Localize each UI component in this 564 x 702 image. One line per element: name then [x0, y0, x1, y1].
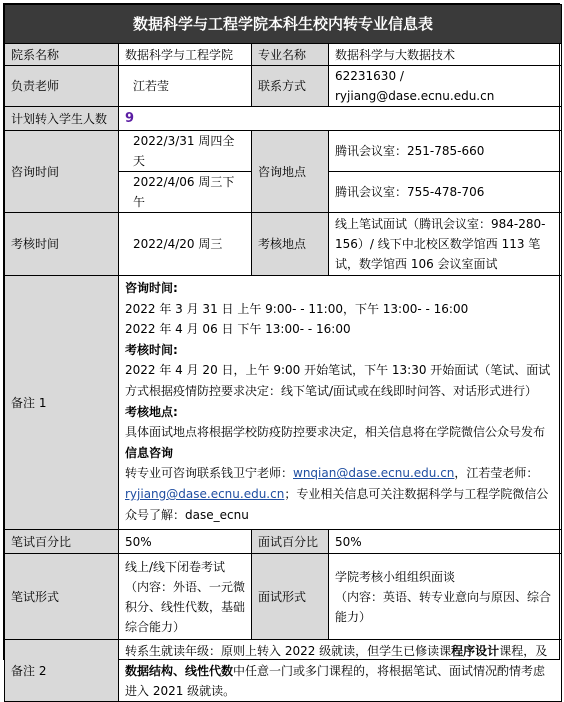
consult-place-1: 腾讯会议室：251-785-660	[329, 131, 562, 172]
note1-info-mid: ，江若莹老师：	[454, 466, 539, 481]
info-table	[4, 4, 562, 702]
exam-time-value: 2022/4/20 周三	[119, 213, 252, 276]
note2-text-2: 课程，及	[499, 643, 548, 658]
note1-exam-heading: 考核时间:	[125, 342, 178, 357]
written-pct-value: 50%	[119, 530, 252, 554]
note1-info-suffix: ；专业相关信息可关注数据科学与工程学院微信公众号了解：dase_ecnu	[125, 486, 549, 522]
note2-label: 备注 2	[5, 640, 119, 702]
note1-place-text: 具体面试地点将根据学校防疫防控要求决定，相关信息将在学院微信公众号发布	[125, 425, 546, 440]
contact-label: 联系方式	[252, 66, 329, 107]
interview-form-value	[329, 554, 562, 640]
major-label: 专业名称	[252, 44, 329, 66]
note1-info-heading: 信息咨询	[125, 445, 174, 460]
interview-pct-label: 面试百分比	[252, 530, 329, 554]
note2-text-3: 中任意一门或多门课程的，将根据笔试、面试情况酌情考虑进入 2021 级就读。	[125, 663, 546, 698]
written-form-line2: （内容：外语、一元微积分、线性代数，基础综合能力）	[125, 579, 246, 634]
written-pct-label: 笔试百分比	[5, 530, 119, 554]
teacher-value: 江若莹	[119, 66, 252, 107]
written-form-line1: 线上/线下闭卷考试	[125, 559, 226, 574]
written-form-label: 笔试形式	[5, 554, 119, 640]
department-value: 数据科学与工程学院	[119, 44, 252, 66]
note2-bold-1: 程序设计	[451, 643, 500, 658]
note1-content	[119, 276, 562, 530]
exam-place-label: 考核地点	[252, 213, 329, 276]
consult-place-2: 腾讯会议室：755-478-706	[329, 172, 562, 213]
interview-form-label: 面试形式	[252, 554, 329, 640]
note1-label: 备注 1	[5, 276, 119, 530]
note1-exam-text: 2022 年 4 月 20 日，上午 9:00 开始笔试，下午 13:30 开始面试（笔试、面试方式根据疫情防控要求决定：线下笔试/面试或在线即时问答、对话形式进行）	[125, 363, 551, 398]
exam-time-label: 考核时间	[5, 213, 119, 276]
table-title: 数据科学与工程学院本科生校内转专业信息表	[5, 5, 562, 44]
consult-time-1: 2022/3/31 周四全天	[119, 131, 252, 172]
interview-form-line1: 学院考核小组组织面谈	[335, 569, 456, 584]
note1-consult-line2: 2022 年 4 月 06 日 下午 13:00- - 16:00	[125, 322, 351, 337]
email-link-jiang[interactable]: ryjiang@dase.ecnu.edu.cn	[125, 486, 285, 501]
contact-value: 62231630 / ryjiang@dase.ecnu.edu.cn	[329, 66, 562, 107]
consult-place-label: 咨询地点	[252, 131, 329, 213]
teacher-label: 负责老师	[5, 66, 119, 107]
major-value: 数据科学与大数据技术	[329, 44, 562, 66]
info-table-sheet	[3, 3, 560, 698]
note2-bold-2: 数据结构、线性代数	[125, 663, 234, 678]
consult-time-label: 咨询时间	[5, 131, 119, 213]
note2-text-1: 转系生就读年级：原则上转入 2022 级就读，但学生已修读课	[125, 643, 452, 658]
quota-number: 9	[125, 111, 135, 126]
note1-consult-line1: 2022 年 3 月 31 日 上午 9:00- - 11:00，下午 13:00- - 16:00	[125, 301, 469, 316]
interview-pct-value: 50%	[329, 530, 562, 554]
note1-consult-heading: 咨询时间:	[125, 281, 178, 295]
interview-form-line2: （内容：英语、转专业意向与原因、综合能力）	[335, 589, 552, 624]
department-label: 院系名称	[5, 44, 119, 66]
quota-value	[119, 107, 562, 131]
note2-content	[119, 640, 562, 702]
note1-place-heading: 考核地点:	[125, 404, 178, 419]
quota-label: 计划转入学生人数	[5, 107, 119, 131]
exam-place-value: 线上笔试面试（腾讯会议室：984-280-156）/ 线下中北校区数学馆西 113 笔试，数学馆西 106 会议室面试	[329, 213, 562, 276]
consult-time-2: 2022/4/06 周三下午	[119, 172, 252, 213]
email-link-qian[interactable]: wnqian@dase.ecnu.edu.cn	[293, 466, 455, 481]
written-form-value	[119, 554, 252, 640]
note1-info-prefix: 转专业可咨询联系钱卫宁老师：	[125, 466, 294, 481]
